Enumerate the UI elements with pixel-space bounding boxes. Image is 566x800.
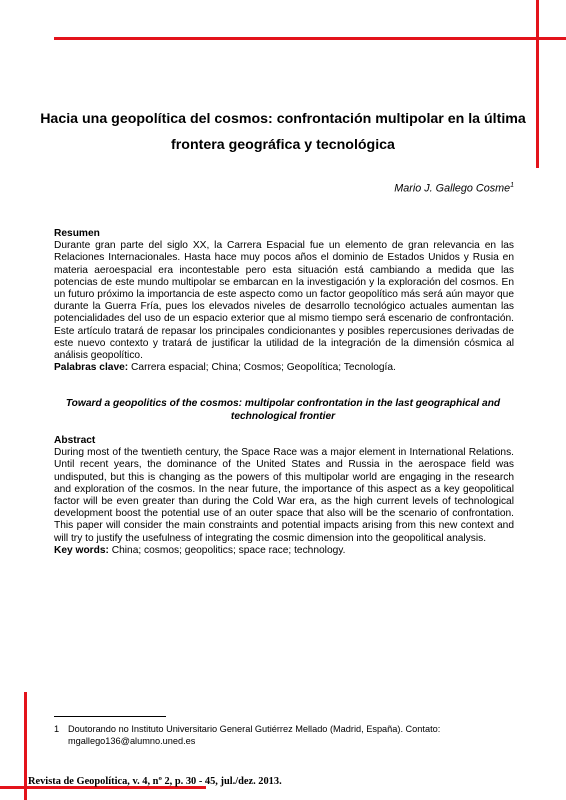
resumen-heading: Resumen (54, 228, 100, 239)
english-title (40, 398, 526, 423)
english-title-line-1: Toward a geopolitics of the cosmos: multipolar confrontation in the last geographical and (65, 398, 501, 409)
crop-mark-top-horizontal (54, 37, 566, 40)
abstract-section (54, 435, 514, 557)
footnote (54, 724, 514, 747)
crop-mark-top-vertical (536, 0, 539, 168)
footnote-text: Doutorando no Instituto Universitario General Gutiérrez Mellado (Madrid, España). Contato: (68, 724, 441, 734)
resumen-section (54, 228, 514, 374)
footnote-number: 1 (54, 724, 60, 734)
abstract-keywords-label: Key words: (54, 544, 109, 556)
abstract-text: During most of the twentieth century, the Space Race was a major element in International Relations. Until recent years, the dominance of the United States and Russia in the aerospace field was undisputed, but this is changing as the powers of this multipolar world are engaging in the research and exploration of the cosmos. In the near future, the importance of this aspect as a key geopolitical factor will be even greater than during the Cold War era, as the high current levels of technological development boost the potential use of an outer space that also will be the scenario of confrontation. This paper will consider the main constraints and potential impacts arising from this new context and will try to justify the usefulness of integrating the cosmic dimension into the geopolitical analysis. (54, 447, 514, 544)
article-title (40, 106, 526, 158)
author-text: Mario J. Gallego Cosme (394, 182, 511, 195)
abstract-keywords-text: China; cosmos; geopolitics; space race; technology. (111, 544, 346, 556)
title-line-2: frontera geográfica y tecnológica (171, 137, 395, 153)
resumen-keywords-text: Carrera espacial; China; Cosmos; Geopolítica; Tecnología. (131, 362, 396, 374)
author-name (394, 182, 514, 195)
title-line-1: Hacia una geopolítica del cosmos: confrontación multipolar en la última (40, 111, 526, 127)
resumen-text: Durante gran parte del siglo XX, la Carrera Espacial fue un elemento de gran relevancia en las Relaciones Internacionales. Hasta hace muy pocos años el dominio de Estados Unidos y Rusia en materia aeroespacial era incontestable pero esta situación está cambiando a medida que las potencias de este mundo multipolar se embarcan en la investigación y la exploración del cosmos. En un futuro próximo la importancia de este aspecto como un factor geopolítico más será aún mayor que durante la Guerra Fría, pues los elevados niveles de desarrollo tecnológico actuales aumentan las potencialidades del uso de un espacio exterior que al mismo tiempo será escenario de confrontación. Este artículo tratará de repasar los principales condicionantes y posibles repercusiones derivadas de este nuevo contexto y tratará de justificar la utilidad de la integración de la dimensión cósmica al análisis geopolítico. (54, 240, 514, 362)
resumen-keywords (54, 362, 514, 374)
resumen-keywords-label: Palabras clave: (54, 362, 129, 374)
footnote-divider (54, 716, 166, 717)
journal-reference: Revista de Geopolítica, v. 4, nº 2, p. 30 - 45, jul./dez. 2013. (28, 776, 282, 787)
footnote-email[interactable]: mgallego136@alumno.uned.es (68, 735, 196, 746)
abstract-keywords (54, 545, 514, 557)
abstract-heading: Abstract (54, 435, 96, 446)
author-footnote-marker[interactable]: 1 (510, 182, 514, 189)
english-title-line-2: technological frontier (230, 410, 336, 422)
crop-mark-bottom-vertical (24, 692, 27, 800)
